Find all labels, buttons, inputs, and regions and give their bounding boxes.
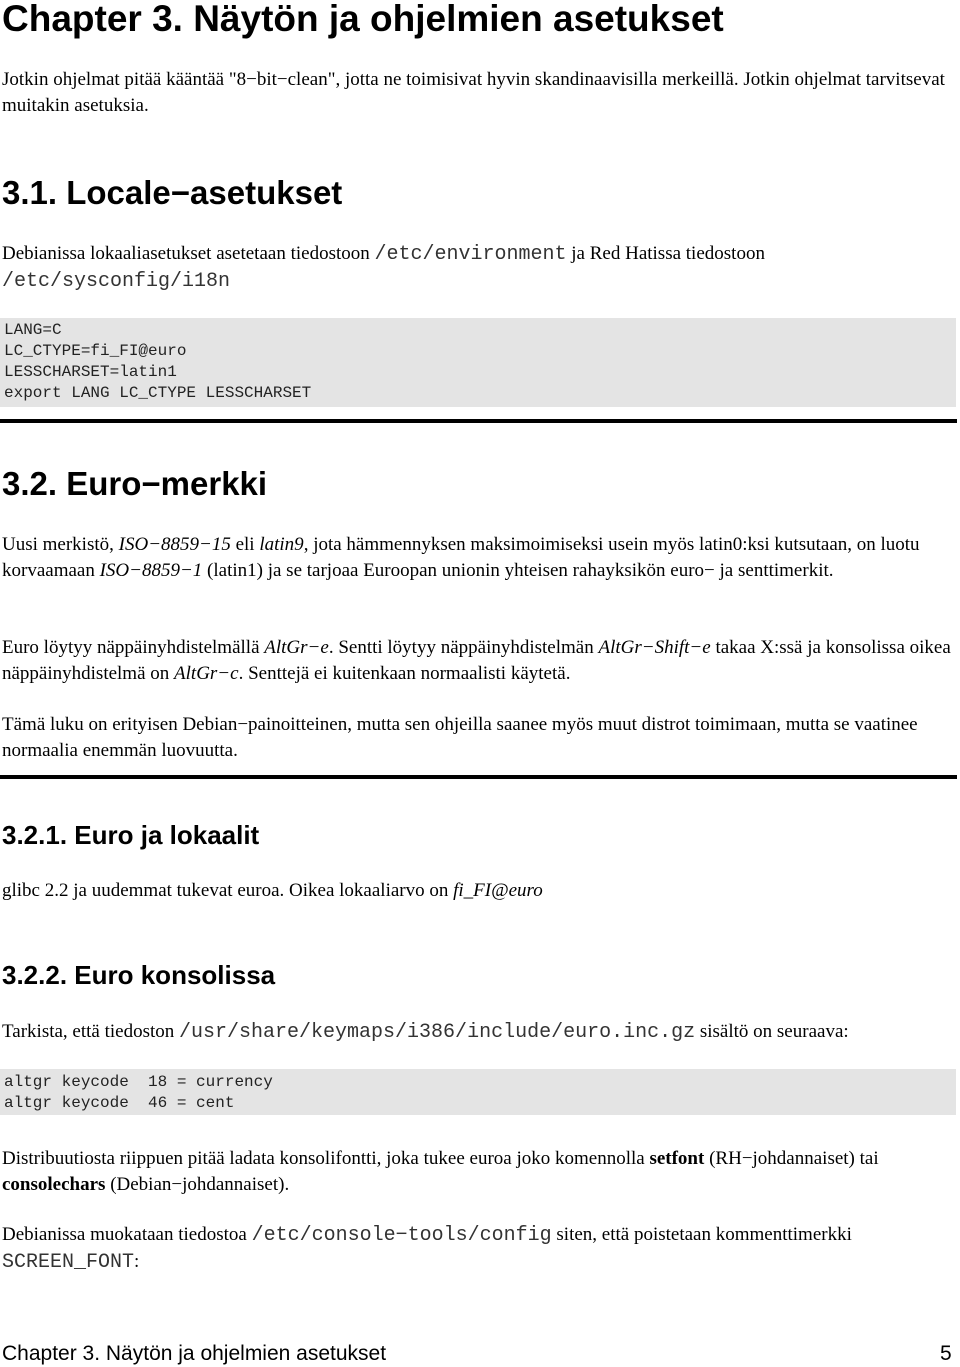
euro-paragraph-1 [2,532,952,584]
text: (RH−johdannaiset) tai [704,1148,879,1169]
text: . Senttejä ei kuitenkaan normaalisti käytetä. [238,663,571,684]
code-line: altgr keycode 46 = cent [4,1094,235,1112]
text: Tarkista, että tiedoston [2,1021,180,1042]
charset-iso-8859-15: ISO−8859−15 [118,534,231,555]
euro-paragraph-3: Tämä luku on erityisen Debian−painoitteinen, mutta sen ohjeilla saanee myös muut distrot toimimaan, mutta se vaatinee normaalia enemmän luovuutta. [2,714,918,761]
sysconfig-path: /etc/sysconfig/i18n [2,270,231,293]
locale-code-block [0,318,956,407]
text: takaa X:ssä ja konsolissa oikea näppäinyhdistelmä on [2,637,951,684]
page-number: 5 [940,1342,952,1365]
text: Distribuutiosta riippuen pitää ladata konsolifontti, joka tukee euroa joko komennolla [2,1148,650,1169]
text: : [134,1251,140,1272]
section-title-locale: 3.1. Locale−asetukset [2,174,343,211]
screen-font-variable: SCREEN_FONT [2,1251,135,1274]
euro-paragraph-2 [2,635,952,687]
section-title-euro-locales: 3.2.1. Euro ja lokaalit [2,820,260,850]
text: (Debian−johdannaiset). [105,1174,290,1195]
locale-value: fi_FI@euro [453,880,543,901]
euro-inc-path: /usr/share/keymaps/i386/include/euro.inc.gz [179,1021,696,1044]
text: , jota hämmennyksen maksimoimiseksi usein myös latin0:ksi kutsutaan, on luotu korvaamaan [2,534,920,581]
locale-text-2: ja Red Hatissa tiedostoon [566,243,765,264]
code-line: LESSCHARSET=latin1 [4,363,177,381]
charset-latin9: latin9 [259,534,304,555]
text: siten, että poistetaan kommenttimerkki [551,1224,852,1245]
command-setfont: setfont [649,1148,705,1169]
code-line: export LANG LC_CTYPE LESSCHARSET [4,384,312,402]
key-combo-cent-console: AltGr−c [174,663,239,684]
text: Euro löytyy näppäinyhdistelmällä [2,637,265,658]
command-consolechars: consolechars [2,1174,106,1195]
section-title-euro: 3.2. Euro−merkki [2,465,268,502]
charset-iso-8859-1: ISO−8859−1 [99,560,203,581]
environment-path: /etc/environment [374,243,567,266]
console-paragraph-2 [2,1146,952,1198]
console-tools-config-path: /etc/console−tools/config [251,1224,552,1247]
text: eli [230,534,260,555]
code-line: LANG=C [4,321,62,339]
text: (latin1) ja se tarjoaa Euroopan unionin yhteisen rahayksikön euro− ja senttimerkit. [202,560,834,581]
locales-paragraph [2,878,952,904]
text: Debianissa muokataan tiedostoa [2,1224,252,1245]
intro-paragraph: Jotkin ohjelmat pitää kääntää "8−bit−clean", jotta ne toimisivat hyvin skandinaavisilla merkeillä. Jotkin ohjelmat tarvitsevat muitakin asetuksia. [2,69,945,116]
text: Uusi merkistö, [2,534,119,555]
chapter-title: Chapter 3. Näytön ja ohjelmien asetukset [2,0,724,39]
console-paragraph-1 [2,1019,952,1046]
text: sisältö on seuraava: [695,1021,849,1042]
text: . Sentti löytyy näppäinyhdistelmän [328,637,599,658]
code-line: LC_CTYPE=fi_FI@euro [4,342,187,360]
footer-chapter-title: Chapter 3. Näytön ja ohjelmien asetukset [2,1342,387,1365]
locale-text-1: Debianissa lokaaliasetukset asetetaan tiedostoon [2,243,375,264]
keycode-code-block [0,1069,956,1115]
locale-paragraph [2,241,952,295]
console-paragraph-3 [2,1222,952,1276]
section-divider [0,775,957,779]
key-combo-euro: AltGr−e [264,637,329,658]
code-line: altgr keycode 18 = currency [4,1073,273,1091]
text: glibc 2.2 ja uudemmat tukevat euroa. Oikea lokaaliarvo on [2,880,454,901]
section-divider [0,419,957,423]
section-title-euro-console: 3.2.2. Euro konsolissa [2,960,276,990]
key-combo-cent-x: AltGr−Shift−e [598,637,711,658]
